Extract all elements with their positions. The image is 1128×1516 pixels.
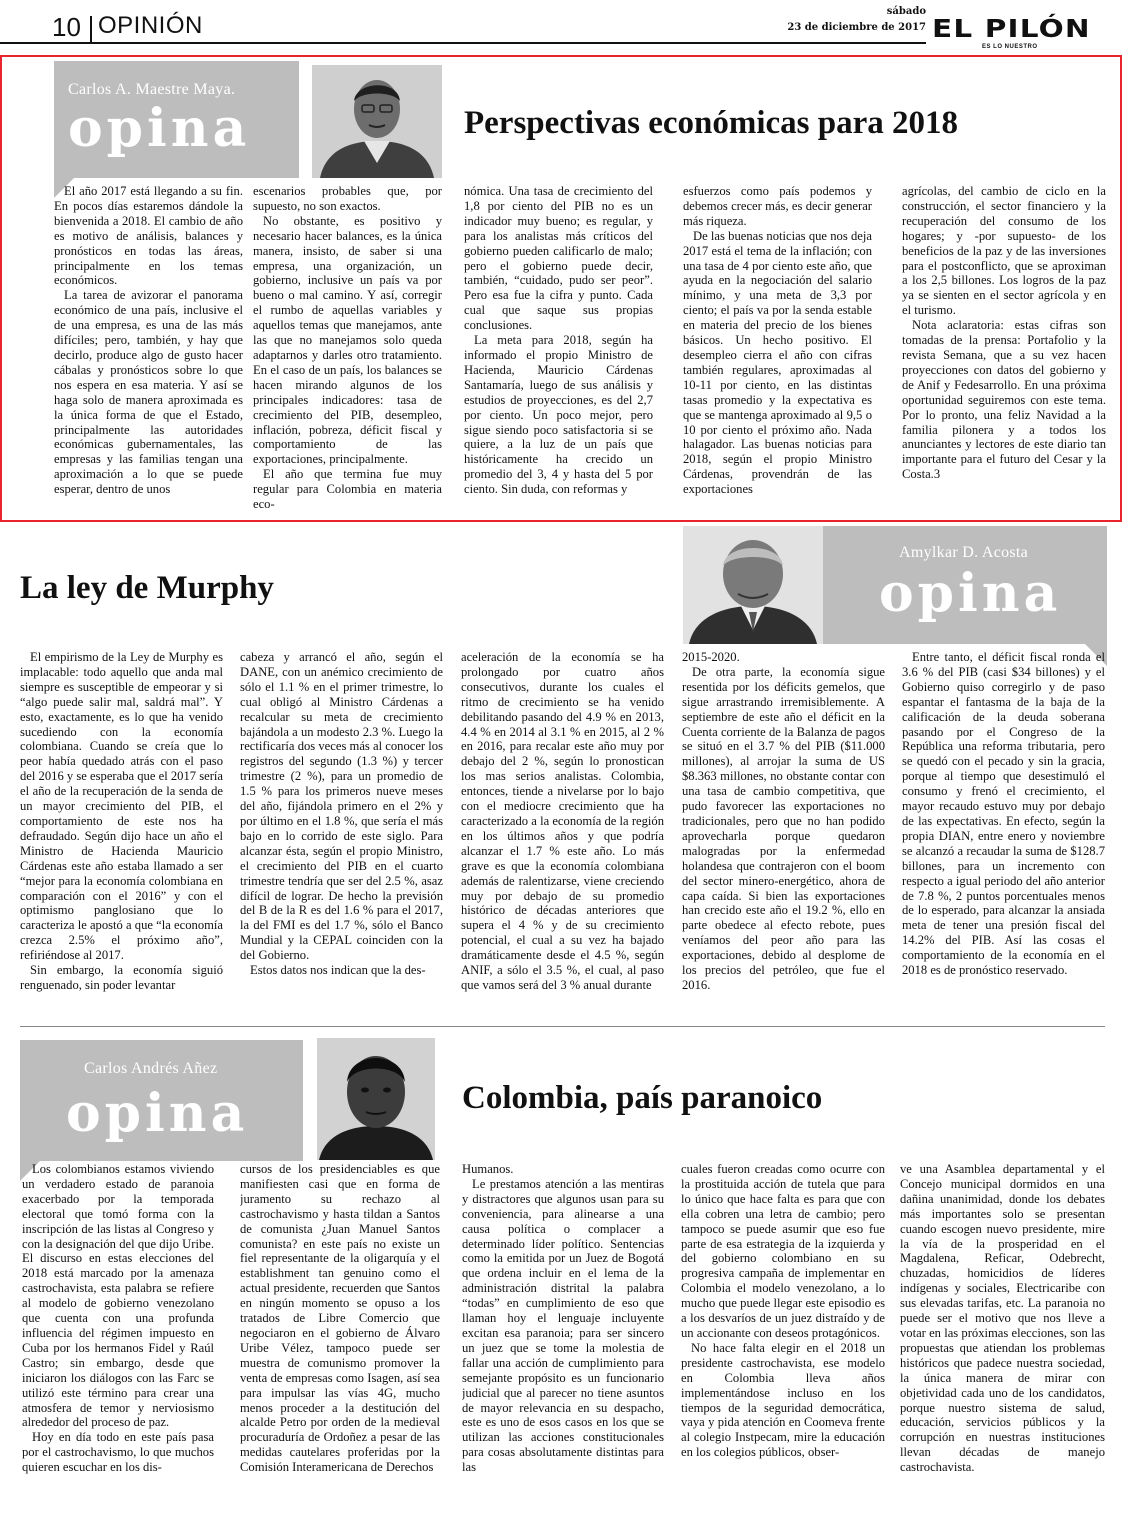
text-column-2 bbox=[240, 1162, 440, 1514]
paragraph: Hoy en día todo en este país pasa por el castrochavismo, lo que muchos quieren escuchar en los dis- bbox=[22, 1430, 214, 1475]
paragraph: El año 2017 está llegando a su fin. En pocos días estaremos dándole la bienvenida a 2018. El cambio de año es motivo de análisis, balances y pronósticos en todas las áreas, principalmente en los temas económicos. bbox=[54, 184, 243, 288]
newspaper-tagline: ES LO NUESTRO bbox=[982, 44, 1038, 50]
author-photo bbox=[317, 1038, 435, 1160]
author-name: Amylkar D. Acosta bbox=[899, 544, 1029, 561]
text-column-4 bbox=[683, 184, 872, 517]
opina-label: opina bbox=[66, 1083, 249, 1144]
paragraph: agrícolas, del cambio de ciclo en la construcción, el sector financiero y la recuperación del consumo de los hogares; y -por supuesto- de los beneficios de la paz y de las inversiones para el postconflicto, que se aproximan a los 2,5 billones. Los logros de la paz ya se sienten en el sector agrícola y en el turismo. bbox=[902, 184, 1106, 318]
page-header bbox=[0, 0, 1128, 50]
paragraph: Sin embargo, la economía siguió renguenado, sin poder levantar bbox=[20, 963, 223, 992]
byline-box bbox=[823, 526, 1107, 644]
paragraph: La tarea de avizorar el panorama económico de una país, inclusive el de una empresa, es una de las más difíciles; pero, también, y hay que decirlo, produce algo de gusto hacer cábalas y pronósticos sobre lo que nos espera en esa materia. Y así se haga solo de manera aproximada es la única forma de que el Estado, principalmente las autoridades económicas gubernamentales, las empresas y las familias tengan una aproximación a lo que se puede esperar, dentro de unos bbox=[54, 288, 243, 497]
headline: Perspectivas económicas para 2018 bbox=[464, 105, 958, 141]
section-name: OPINIÓN bbox=[98, 12, 203, 39]
opina-label: opina bbox=[879, 563, 1062, 624]
text-column-1 bbox=[22, 1162, 214, 1514]
byline-box bbox=[20, 1040, 303, 1161]
author-name: Carlos A. Maestre Maya. bbox=[68, 81, 236, 98]
paragraph: De otra parte, la economía sigue resentida por los déficits gemelos, que sigue arrastrando irremisiblemente. A septiembre de este año el déficit en la Cuenta corriente de la Balanza de pagos se situó en el 3.7 % del PIB ($11.000 millones), al arrojar la suma de US $8.363 millones, no obstante contar con una tasa de cambio competitiva, que pudo favorecer las exportaciones no tradicionales, pero que no han podido aprovecharla porque quedaron malogradas por la enfermedad holandesa que contrajeron con el boom del sector minero-energético, ahora de capa caída. Si bien las exportaciones han crecido este año el 19.2 %, ello en parte obedece al efecto rebote, pues veníamos del peor año para las exportaciones, debido al desplome de los precios del petróleo, que fue el 2016. bbox=[682, 664, 885, 992]
text-column-5 bbox=[900, 1162, 1105, 1514]
headline: Colombia, país paranoico bbox=[462, 1080, 823, 1116]
text-column-3 bbox=[462, 1162, 664, 1514]
author-photo-icon bbox=[683, 526, 823, 644]
paragraph: Le prestamos atención a las mentiras y distractores que algunos usan para su conveniencia, para alinearse a una causa política o complacer a determinado líder político. Sentencias como la emitida por un Juez de Bogotá que ordena incluir en el lema de la administración distrital la palabra “todas” en cumplimiento de eso que llaman hoy el lenguaje incluyente excitan esa paranoia; para ser sincero un juez que se tome la molestia de fallar una acción de cumplimiento para semejante propósito es un funcionario judicial que al parecer no tiene asuntos de mayor relevancia en su despacho, este es uno de esos casos en los que se utilizan las acciones constitucionales para cosas absolutamente distintas para las bbox=[462, 1176, 664, 1475]
author-name: Carlos Andrés Añez bbox=[84, 1060, 218, 1077]
article-divider bbox=[20, 1026, 1105, 1027]
paragraph: cursos de los presidenciables es que manifiesten casi que en forma de juramento su rechazo al castrochavismo y hasta tildan a Santos de comunista ¿Juan Manuel Santos comunista? en este país no existe un fiel representante de la oligarquía y el establishment tan genuino como el actual presidente, recuerden que Santos en ningún momento se opuso a los tratados de Libre Comercio que negociaron en el gobierno de Álvaro Uribe Vélez, tampoco puede ser muestra de comunismo promover la venta de empresas como Isagen, así sea para impulsar las vías 4G, mucho menos proceder a la destitución del alcalde Petro por orden de la medieval procuraduría de Ordoñez a pesar de las medidas cautelares proferidas por la Comisión Interamericana de Derechos bbox=[240, 1162, 440, 1475]
page-number: 10 bbox=[52, 12, 81, 42]
paragraph: De las buenas noticias que nos deja 2017 está el tema de la inflación; con una tasa de 4 por ciento este año, que ayuda en la negociación del salario mínimo, y una meta de 3,3 por ciento; el país va por la senda estable en materia del precio de los bienes básicos. Un hecho positivo. El desempleo cierra el año con cifras también regulares, aproximadas al 10-11 por ciento, en las distintas tasas promedio y la expectativa es que se mantenga aproximado al 9,5 o 10 por ciento el próximo año. Nada halagador. Las buenas noticias para 2018, según el propio Ministro Cárdenas, provendrán de las exportaciones bbox=[683, 228, 872, 497]
text-column-3 bbox=[464, 184, 653, 517]
paragraph: ve una Asamblea departamental y el Concejo municipal dormidos en una dañina unanimidad, donde los debates más importantes solo se presentan cuando escogen nuevo presidente, mire la vía de la prosperidad en el Magdalena, Reficar, Odebrecht, chuzadas, homicidios de líderes indígenas y sociales, Electricaribe con sus elevadas tarifas, etc. La paranoia no puede ser el motivo que nos lleve a votar en las próximas elecciones, son las propuestas que atiendan los problemas históricos que padece nuestra sociedad, la única manera de mirar con objetividad cada uno de los candidatos, porque nuestro sistema de salud, educación, servicios públicos y la corrupción en nuestras instituciones llevan décadas de manejo castrochavista. bbox=[900, 1162, 1105, 1475]
text-column-5 bbox=[902, 184, 1106, 517]
header-rule bbox=[0, 42, 926, 44]
text-column-2 bbox=[253, 184, 442, 517]
author-photo-icon bbox=[317, 1038, 435, 1160]
paragraph: cabeza y arrancó el año, según el DANE, con un anémico crecimiento de sólo el 1.1 % en el primer trimestre, lo cual obligó al Ministro Cárdenas a recalcular su meta de crecimiento bajándola a un modesto 2.3 %. Luego la rectificaría dos veces más al conocer los registros del segundo (1.3 %) y tercer trimestre (2 %), para un promedio de 1.5 % para los primeros nueve meses del año, fijándola primero en el 2% y por último en el 1.8 %, que sería el más bajo en lo corrido de este siglo. Para alcanzar ésta, según el propio Ministro, el crecimiento del PIB en el cuarto trimestre tendría que ser del 2.5 %, asaz difícil de lograr. De hecho la previsión del B de la R es del 1.6 % para el 2017, la del FMI es del 1.7 %, sólo el Banco Mundial y la CEPAL coinciden con la del Gobierno. bbox=[240, 650, 443, 963]
paragraph: El empirismo de la Ley de Murphy es implacable: todo aquello que anda mal siempre es susceptible de empeorar y si “algo puede salir mal, saldrá mal”. Y esto, exactamente, es lo que ha venido sucediendo con la economía colombiana. Cuando se creía que lo peor había quedado atrás con el paso del 2016 y se esperaba que el 2017 sería el año de la recuperación de la senda de un mayor crecimiento del PIB, el comportamiento de este nos ha defraudado. Según dijo hace un año el Ministro de Hacienda Mauricio Cárdenas este año estaba llamado a ser “mejor para la economía colombiana en comparación con el 2016” y con el optimismo panglosiano que lo caracteriza le apostó a que “la economía crezca 2.5% el próximo año”, refiriéndose al 2017. bbox=[20, 650, 223, 963]
author-photo-icon bbox=[312, 65, 442, 178]
text-column-4 bbox=[681, 1162, 885, 1514]
paragraph: nómica. Una tasa de crecimiento del 1,8 por ciento del PIB no es un indicador muy bueno; es regular, y para los analistas más críticos del gobierno pueden calificarlo de malo; pero el gobierno puede decir, también, “cuidado, pudo ser peor”. Pero esa fue la cifra y punto. Cada cual que saque sus propias conclusiones. bbox=[464, 184, 653, 333]
paragraph: Entre tanto, el déficit fiscal ronda el 3.6 % del PIB (casi $34 billones) y el Gobierno quiso corregirlo y de paso espantar el fantasma de la baja de la calificación de la deuda soberana pasando por el Congreso de la República una reforma tributaria, pero se quedó con el pecado y sin la gracia, porque al tiempo que desestimuló el consumo y frenó el crecimiento, el mayor recaudo estuvo muy por debajo de las expectativas. En efecto, según la propia DIAN, entre enero y noviembre se alcanzó a recaudar la suma de $128.7 billones, para un incremento con respecto a igual periodo del año anterior de 7.8 %, 2 puntos porcentuales menos de lo esperado, para alcanzar la ansiada meta de tener una presión fiscal del 14.2% del PIB. Así las cosas el comportamiento de la economía en el 2018 es de pronóstico reservado. bbox=[902, 650, 1105, 978]
article-ley-de-murphy bbox=[0, 522, 1128, 1030]
text-column-1 bbox=[54, 184, 243, 517]
paragraph: Estos datos nos indican que la des- bbox=[250, 963, 426, 978]
paragraph: Nota aclaratoria: estas cifras son tomadas de la prensa: Portafolio y la revista Semana, que a su vez hacen proyecciones con datos del gobierno y de Anif y Fedesarrollo. En una próxima oportunidad seguiremos con este tema. Por lo pronto, una feliz Navidad a la familia pilonera y a todos los anunciantes y lectores de este diario tan importante para el futuro del Cesar y la Costa.3 bbox=[902, 318, 1106, 482]
paragraph: escenarios probables que, por supuesto, no son exactos. bbox=[253, 184, 442, 213]
newspaper-logo: EL PILÓN bbox=[932, 14, 1091, 43]
paragraph: Humanos. bbox=[462, 1162, 514, 1176]
article-perspectivas bbox=[0, 55, 1122, 522]
issue-day: sábado bbox=[886, 6, 926, 17]
text-column-5 bbox=[902, 650, 1105, 1024]
article-colombia-paranoico bbox=[0, 1030, 1128, 1516]
paragraph: aceleración de la economía se ha prolongado por cuatro años consecutivos, durante los cuales el ritmo de crecimiento se ha venido debilitando pasando del 4.9 % en 2013, 4.4 % en 2014 al 3.1 % en 2015, al 2 % en 2016, para recalar este año muy por debajo del 2 %, según lo pronostican los mas serios analistas. Colombia, entonces, tiende a nivelarse por lo bajo con el mediocre crecimiento que ha caracterizado a la economía de la región en los últimos años y que podría alcanzar el 1.7 % este año. Lo más grave es que la economía colombiana además de ralentizarse, viene creciendo muy por debajo de su promedio histórico de décadas anteriores que supera el 4 % y de su crecimiento potencial, el cual a su vez ha bajado dramáticamente desde el 4.5 %, según ANIF, a sólo el 3.5 %, el cual, al paso que vamos será del 3 % anual durante bbox=[461, 650, 664, 992]
paragraph: cuales fueron creadas como ocurre con la prostituida acción de tutela que para lo único que hace falta es para que con ella cobren una letra de cambio; pero tampoco se puede asumir que eso fue parte de esa estrategia de la izquierda y del gobierno colombiano en su progresiva campaña de implementar en Colombia el modelo venezolano, a lo mucho que puede llegar este episodio es a los desvaríos de un juez distraído y de un accionante con deseos protagónicos. bbox=[681, 1162, 885, 1340]
text-column-4 bbox=[682, 650, 885, 1024]
paragraph: esfuerzos como país podemos y debemos crecer más, es decir generar más riqueza. bbox=[683, 184, 872, 228]
author-photo bbox=[312, 65, 442, 178]
text-column-1 bbox=[20, 650, 223, 1024]
headline: La ley de Murphy bbox=[20, 570, 274, 606]
issue-date: 23 de diciembre de 2017 bbox=[787, 22, 926, 33]
opina-label: opina bbox=[68, 98, 251, 159]
header-separator bbox=[90, 16, 92, 42]
text-column-3 bbox=[461, 650, 664, 1024]
byline-box bbox=[54, 61, 299, 178]
paragraph: La meta para 2018, según ha informado el propio Ministro de Hacienda, Mauricio Cárdenas Santamaría, luego de sus análisis y estudios de proyecciones, es del 2,7 por ciento. Un poco mejor, pero sigue siendo poco satisfactoria si se quiere, a la luz de un país que históricamente ha crecido un promedio del 3, 4 y hasta del 5 por ciento. Sin duda, con reformas y bbox=[464, 333, 653, 497]
text-column-2 bbox=[240, 650, 443, 1024]
paragraph: No hace falta elegir en el 2018 un presidente castrochavista, ese modelo en Colombia lleva años implementándose incluso en los tiempos de la seguridad democrática, vaya y pida atención en Coomeva frente al colegio Instpecam, mire la educación en los colegios públicos, obser- bbox=[681, 1340, 885, 1460]
author-photo bbox=[683, 526, 823, 644]
paragraph: 2015-2020. bbox=[682, 650, 740, 664]
paragraph: No obstante, es positivo y necesario hacer balances, es la única manera, insisto, de saber si una empresa, una organización, un gobierno, inclusive un país va por bueno o mal camino. Y así, corregir el rumbo de aquellas variables y aquellos temas que manejamos, ante las que no manejamos solo queda adaptarnos y darles otro tratamiento. En el caso de un país, los balances se hacen mirando algunos de los principales indicadores: tasa de crecimiento del PIB, desempleo, inflación, pobreza, déficit fiscal y comportamiento de las exportaciones, principalmente. bbox=[253, 213, 442, 467]
paragraph: Los colombianos estamos viviendo un verdadero estado de paranoia exacerbado por la temporada electoral que tomó forma con la inscripción de las listas al Congreso y con la designación del que dijo Uribe. El discurso en estas elecciones del 2018 está marcado por la amenaza castrochavista, esta palabra se refiere al modelo de gobierno venezolano que cuenta con una profunda influencia del régimen impuesto en Cuba por los hermanos Fidel y Raúl Castro; sin embargo, desde que iniciaron los diálogos con las Farc se utilizó este término para crear una atmosfera de temor y nerviosismo alrededor del proceso de paz. bbox=[22, 1162, 214, 1430]
paragraph: El año que termina fue muy regular para Colombia en materia eco- bbox=[253, 467, 442, 512]
